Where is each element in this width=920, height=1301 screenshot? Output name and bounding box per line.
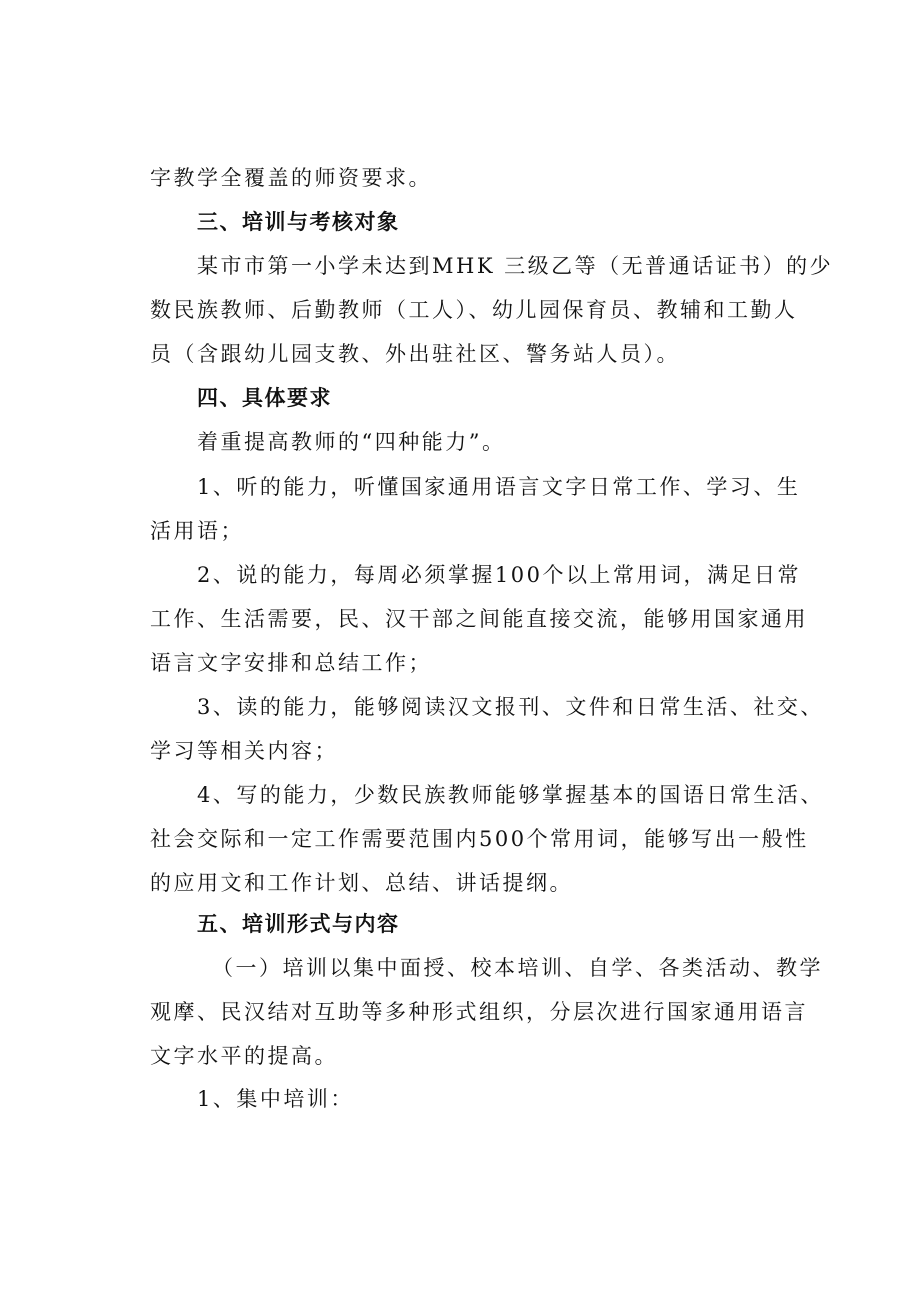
text-line: 语言文字安排和总结工作； bbox=[150, 651, 432, 675]
text-line: 员（含跟幼儿园支教、外出驻社区、警务站人员）。 bbox=[150, 342, 680, 366]
section-heading-5 bbox=[150, 902, 810, 946]
text-line: 社会交际和一定工作需要范围内500个常用词，能够写出一般性 bbox=[150, 827, 809, 851]
text-line: 字教学全覆盖的师资要求。 bbox=[150, 166, 432, 190]
text-line: 的应用文和工作计划、总结、讲话提纲。 bbox=[150, 871, 573, 895]
text-line: 观摩、民汉结对互助等多种形式组织，分层次进行国家通用语言 bbox=[150, 1000, 808, 1024]
paragraph-speaking bbox=[150, 553, 810, 685]
paragraph-writing bbox=[150, 773, 824, 905]
heading-text: 四、具体要求 bbox=[197, 386, 332, 410]
text-line: 工作、生活需要，民、汉干部之间能直接交流，能够用国家通用 bbox=[150, 607, 808, 631]
text-line: 3、读的能力，能够阅读汉文报刊、文件和日常生活、社交、 bbox=[197, 695, 824, 719]
paragraph-listening bbox=[150, 465, 810, 553]
text-line: （一）培训以集中面授、校本培训、自学、各类活动、教学 bbox=[212, 956, 823, 980]
paragraph-centralized-training bbox=[150, 1077, 810, 1121]
text-line: 2、说的能力，每周必须掌握100个以上常用词，满足日常 bbox=[197, 563, 801, 587]
paragraph-training-forms bbox=[150, 946, 823, 1078]
heading-text: 三、培训与考核对象 bbox=[197, 210, 400, 234]
text-line: 活用语； bbox=[150, 519, 244, 543]
text-line: 4、写的能力，少数民族教师能够掌握基本的国语日常生活、 bbox=[197, 783, 824, 807]
text-line: 学习等相关内容； bbox=[150, 739, 338, 763]
heading-text: 五、培训形式与内容 bbox=[197, 912, 400, 936]
paragraph-reading bbox=[150, 685, 824, 773]
section-heading-4 bbox=[150, 376, 810, 420]
text-line: 着重提高教师的“四种能力”。 bbox=[197, 430, 506, 454]
section-heading-3 bbox=[150, 200, 810, 244]
paragraph-continuation bbox=[150, 156, 810, 200]
text-line: 某市市第一小学未达到MHK 三级乙等（无普通话证书）的少 bbox=[197, 254, 834, 278]
text-line: 文字水平的提高。 bbox=[150, 1044, 338, 1068]
text-line: 数民族教师、后勤教师（工人）、幼儿园保育员、教辅和工勤人 bbox=[150, 298, 798, 322]
paragraph-four-abilities bbox=[150, 420, 810, 464]
text-line: 1、听的能力，听懂国家通用语言文字日常工作、学习、生 bbox=[197, 475, 801, 499]
paragraph-training-targets bbox=[150, 244, 834, 376]
text-line: 1、集中培训： bbox=[197, 1087, 354, 1111]
